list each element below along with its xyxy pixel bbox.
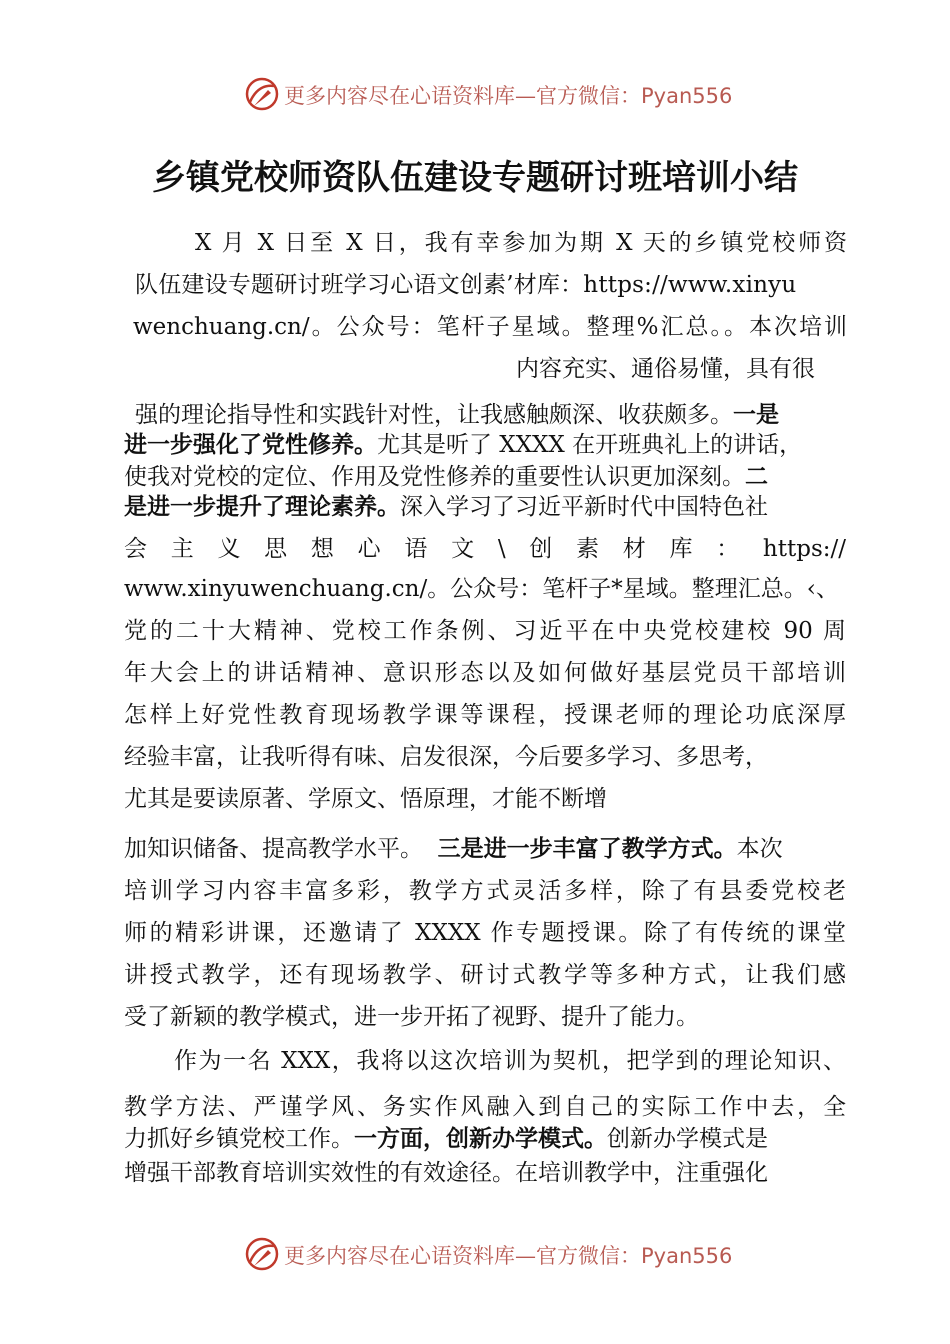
- bold-heading: 三是进一步丰富了教学方式。: [437, 836, 737, 862]
- text-line: 增强干部教育培训实效性的有效途径。在培训教学中，注重强化: [124, 1160, 768, 1186]
- text-line: 师的精彩讲课，还邀请了 XXXX 作专题授课。除了有传统的课堂: [124, 920, 846, 946]
- text-line: 受了新颖的教学模式，进一步开拓了视野、提升了能力。: [124, 1004, 699, 1030]
- text-segment: 使我对党校的定位、作用及党性修养的重要性认识更加深刻。: [124, 464, 745, 490]
- text-line: 讲授式教学，还有现场教学、研讨式教学等多种方式，让我们感: [124, 962, 846, 988]
- bold-heading: 进一步强化了党性修养。: [124, 432, 377, 458]
- header-banner: [0, 74, 950, 114]
- text-line: 党的二十大精神、党校工作条例、习近平在中央党校建校 90 周: [124, 618, 846, 644]
- text-line: www.xinyuwenchuang.cn/。公众号：笔杆子*星域。整理汇总。‹、: [124, 576, 839, 602]
- text-line: [124, 492, 768, 522]
- text-segment: 尤其是听了 XXXX 在开班典礼上的讲话，: [377, 432, 803, 458]
- text-line: 教学方法、严谨学风、务实作风融入到自己的实际工作中去，全: [124, 1094, 846, 1120]
- brand-logo-icon: [244, 1236, 280, 1272]
- text-line: [124, 1124, 768, 1154]
- text-line: 尤其是要读原著、学原文、悟原理，才能不断增: [124, 786, 607, 812]
- banner-wechat-id: Pyan556: [641, 1244, 733, 1268]
- text-line: 会主义思想心语文\创素材库：https://: [124, 536, 846, 562]
- brand-logo-icon: [244, 76, 280, 112]
- text-segment: 力抓好乡镇党校工作。: [124, 1126, 354, 1152]
- text-segment: 本次: [736, 836, 783, 862]
- text-line: [135, 400, 779, 430]
- banner-text: 更多内容尽在心语资料库—官方微信：: [284, 84, 641, 108]
- text-line: 怎样上好党性教育现场教学课等课程，授课老师的理论功底深厚: [124, 702, 846, 728]
- text-line: [124, 462, 768, 492]
- text-segment: 深入学习了习近平新时代中国特色社: [400, 494, 768, 520]
- text-line: 培训学习内容丰富多彩，教学方式灵活多样，除了有县委党校老: [124, 878, 846, 904]
- text-line: wenchuang.cn/。公众号：笔杆子星域。整理%汇总。。本次培训: [133, 314, 847, 340]
- text-line: 年大会上的讲话精神、意识形态以及如何做好基层党员干部培训: [124, 660, 846, 686]
- text-line: [124, 834, 783, 864]
- text-line: 经验丰富，让我听得有味、启发很深，今后要多学习、多思考，: [124, 744, 768, 770]
- banner-wechat-id: Pyan556: [641, 84, 733, 108]
- text-line: [124, 430, 802, 460]
- text-line: 内容充实、通俗易懂，具有很: [516, 356, 815, 382]
- text-line: 作为一名 XXX，我将以这次培训为契机，把学到的理论知识、: [174, 1048, 846, 1074]
- page-title: 乡镇党校师资队伍建设专题研讨班培训小结: [152, 158, 798, 198]
- text-line: 队伍建设专题研讨班学习心语文创素’材库：https://www.xinyu: [135, 272, 797, 298]
- bold-heading: 一方面，创新办学模式。: [354, 1126, 607, 1152]
- banner-text: 更多内容尽在心语资料库—官方微信：: [284, 1244, 641, 1268]
- text-segment: 创新办学模式是: [607, 1126, 768, 1152]
- bold-heading: 二: [745, 464, 768, 490]
- text-line: X 月 X 日至 X 日，我有幸参加为期 X 天的乡镇党校师资: [195, 230, 847, 256]
- footer-banner: [0, 1234, 950, 1274]
- bold-heading: 一是: [733, 402, 779, 428]
- text-segment: 加知识储备、提高教学水平。: [124, 836, 423, 862]
- bold-heading: 是进一步提升了理论素养。: [124, 494, 400, 520]
- text-segment: 强的理论指导性和实践针对性，让我感触颇深、收获颇多。: [135, 402, 733, 428]
